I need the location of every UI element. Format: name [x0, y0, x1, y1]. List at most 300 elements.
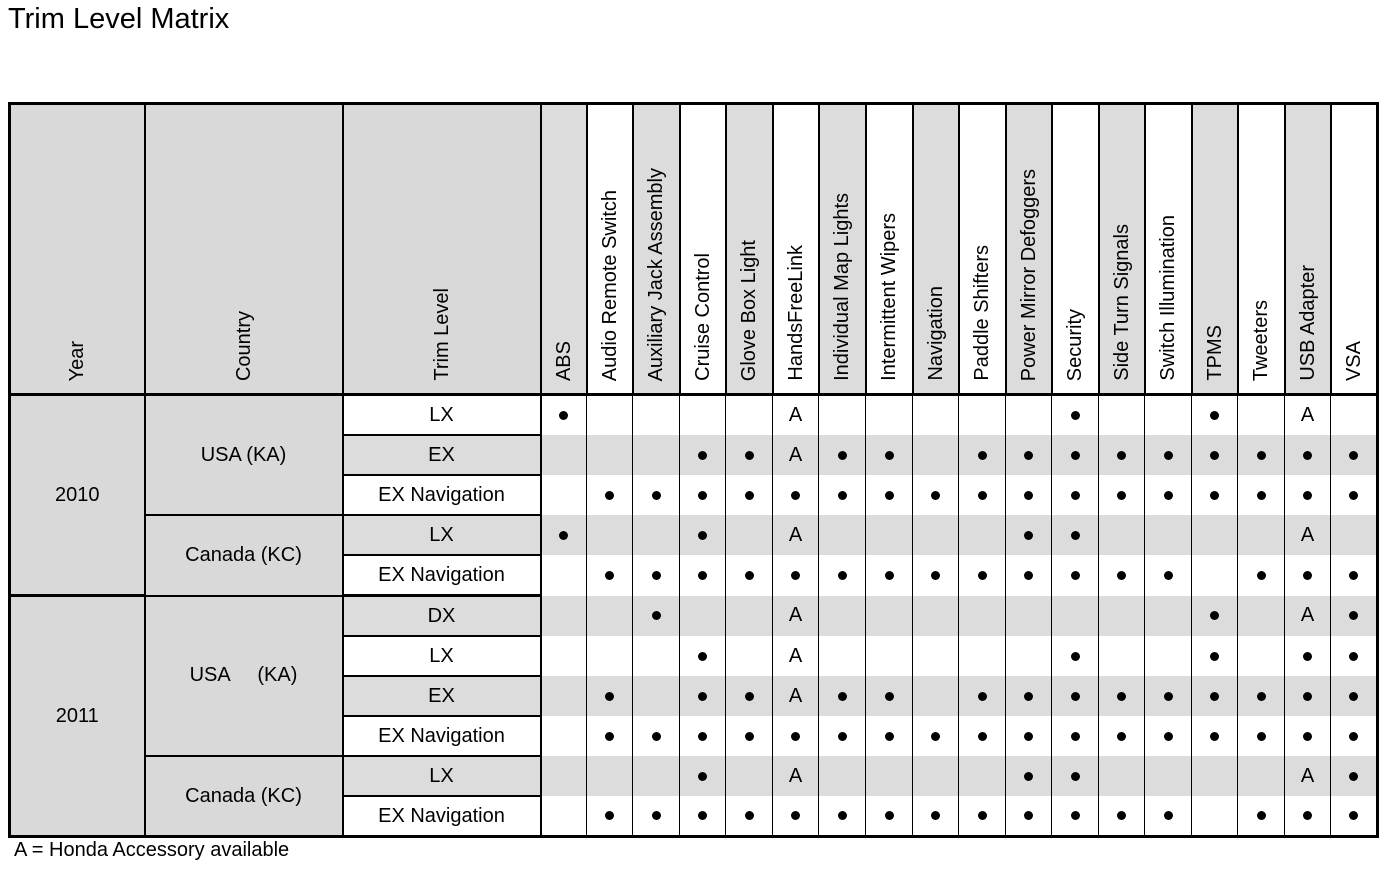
country-cell: Canada (KC) — [145, 756, 343, 837]
empty-cell — [959, 756, 1006, 796]
bullet-icon — [1071, 571, 1080, 580]
bullet-icon — [838, 692, 847, 701]
empty-cell — [680, 596, 726, 637]
trim-level-cell: EX Navigation — [343, 796, 541, 837]
standard-feature-cell — [1006, 716, 1052, 756]
bullet-icon — [1164, 451, 1173, 460]
standard-feature-cell — [680, 756, 726, 796]
trim-level-cell: EX — [343, 435, 541, 475]
standard-feature-cell — [1052, 395, 1099, 436]
standard-feature-cell — [541, 515, 587, 555]
empty-cell — [1099, 636, 1145, 676]
standard-feature-cell — [1006, 475, 1052, 515]
empty-cell — [1145, 596, 1192, 637]
standard-feature-cell — [913, 796, 959, 837]
standard-feature-cell — [1145, 676, 1192, 716]
standard-feature-cell — [1052, 475, 1099, 515]
empty-cell — [819, 395, 866, 436]
trim-level-cell: LX — [343, 515, 541, 555]
bullet-icon — [1349, 652, 1358, 661]
standard-feature-cell — [1099, 475, 1145, 515]
standard-feature-cell — [913, 475, 959, 515]
standard-feature-cell — [680, 636, 726, 676]
table-row — [10, 596, 1378, 637]
empty-cell — [959, 395, 1006, 436]
trim-level-cell: EX Navigation — [343, 716, 541, 756]
standard-feature-cell — [1238, 676, 1285, 716]
bullet-icon — [1071, 531, 1080, 540]
standard-feature-cell — [913, 716, 959, 756]
bullet-icon — [1210, 451, 1219, 460]
standard-feature-cell — [959, 435, 1006, 475]
feature-header: Side Turn Signals — [1099, 104, 1145, 395]
bullet-icon — [745, 811, 754, 820]
bullet-icon — [1303, 571, 1312, 580]
bullet-icon — [605, 811, 614, 820]
standard-feature-cell — [1006, 676, 1052, 716]
standard-feature-cell — [1331, 475, 1378, 515]
empty-cell — [819, 636, 866, 676]
bullet-icon — [791, 811, 800, 820]
standard-feature-cell — [1192, 636, 1238, 676]
bullet-icon — [698, 811, 707, 820]
bullet-icon — [1257, 692, 1266, 701]
standard-feature-cell — [1331, 716, 1378, 756]
standard-feature-cell — [866, 435, 913, 475]
standard-feature-cell — [1052, 716, 1099, 756]
standard-feature-cell — [1006, 435, 1052, 475]
empty-cell — [633, 515, 680, 555]
accessory-cell — [1285, 756, 1331, 796]
empty-cell — [726, 395, 773, 436]
standard-feature-cell — [1006, 555, 1052, 596]
empty-cell — [541, 475, 587, 515]
accessory-cell — [773, 596, 819, 637]
trim-level-cell: LX — [343, 636, 541, 676]
empty-cell — [913, 756, 959, 796]
bullet-icon — [791, 732, 800, 741]
accessory-mark: A — [788, 684, 803, 707]
standard-feature-cell — [1285, 555, 1331, 596]
standard-feature-cell — [1052, 796, 1099, 837]
standard-feature-cell — [1331, 796, 1378, 837]
bullet-icon — [838, 732, 847, 741]
empty-cell — [541, 596, 587, 637]
empty-cell — [587, 756, 633, 796]
standard-feature-cell — [819, 475, 866, 515]
empty-cell — [1145, 515, 1192, 555]
standard-feature-cell — [959, 676, 1006, 716]
accessory-mark: A — [1300, 523, 1315, 546]
bullet-icon — [1257, 451, 1266, 460]
empty-cell — [541, 756, 587, 796]
bullet-icon — [698, 772, 707, 781]
standard-feature-cell — [587, 716, 633, 756]
standard-feature-cell — [959, 475, 1006, 515]
feature-header: Tweeters — [1238, 104, 1285, 395]
empty-cell — [1238, 515, 1285, 555]
standard-feature-cell — [1099, 676, 1145, 716]
standard-feature-cell — [1285, 636, 1331, 676]
standard-feature-cell — [680, 796, 726, 837]
bullet-icon — [885, 491, 894, 500]
accessory-cell — [1285, 596, 1331, 637]
accessory-cell — [773, 676, 819, 716]
bullet-icon — [1349, 571, 1358, 580]
standard-feature-cell — [773, 555, 819, 596]
empty-cell — [819, 756, 866, 796]
bullet-icon — [1024, 811, 1033, 820]
bullet-icon — [1024, 692, 1033, 701]
bullet-icon — [698, 451, 707, 460]
bullet-icon — [698, 571, 707, 580]
accessory-mark: A — [1300, 404, 1315, 426]
feature-header: Security — [1052, 104, 1099, 395]
standard-feature-cell — [587, 555, 633, 596]
bullet-icon — [931, 732, 940, 741]
empty-cell — [819, 596, 866, 637]
empty-cell — [1145, 636, 1192, 676]
bullet-icon — [1210, 411, 1219, 420]
bullet-icon — [978, 692, 987, 701]
bullet-icon — [931, 811, 940, 820]
empty-cell — [913, 435, 959, 475]
standard-feature-cell — [959, 796, 1006, 837]
standard-feature-cell — [726, 676, 773, 716]
empty-cell — [959, 515, 1006, 555]
feature-header: TPMS — [1192, 104, 1238, 395]
standard-feature-cell — [819, 796, 866, 837]
empty-cell — [587, 596, 633, 637]
empty-cell — [726, 636, 773, 676]
bullet-icon — [1303, 811, 1312, 820]
accessory-mark: A — [1300, 764, 1315, 787]
bullet-icon — [605, 491, 614, 500]
bullet-icon — [1071, 652, 1080, 661]
bullet-icon — [1071, 411, 1080, 420]
accessory-mark: A — [788, 404, 803, 426]
standard-feature-cell — [866, 555, 913, 596]
standard-feature-cell — [1331, 676, 1378, 716]
feature-header: Auxiliary Jack Assembly — [633, 104, 680, 395]
bullet-icon — [931, 571, 940, 580]
standard-feature-cell — [1192, 395, 1238, 436]
bullet-icon — [1303, 652, 1312, 661]
standard-feature-cell — [680, 475, 726, 515]
bullet-icon — [745, 571, 754, 580]
feature-header: Individual Map Lights — [819, 104, 866, 395]
standard-feature-cell — [1285, 435, 1331, 475]
standard-feature-cell — [1052, 676, 1099, 716]
year-cell: 2011 — [10, 596, 145, 837]
empty-cell — [1006, 596, 1052, 637]
bullet-icon — [1071, 692, 1080, 701]
standard-feature-cell — [1052, 435, 1099, 475]
accessory-cell — [1285, 515, 1331, 555]
accessory-mark: A — [788, 604, 803, 627]
standard-feature-cell — [1331, 596, 1378, 637]
empty-cell — [913, 636, 959, 676]
feature-header: Audio Remote Switch — [587, 104, 633, 395]
bullet-icon — [745, 692, 754, 701]
empty-cell — [1099, 515, 1145, 555]
standard-feature-cell — [587, 475, 633, 515]
empty-cell — [726, 515, 773, 555]
matrix-body — [10, 395, 1378, 837]
accessory-mark: A — [788, 443, 803, 466]
bullet-icon — [698, 531, 707, 540]
standard-feature-cell — [1052, 515, 1099, 555]
standard-feature-cell — [680, 515, 726, 555]
bullet-icon — [652, 571, 661, 580]
feature-header: ABS — [541, 104, 587, 395]
accessory-cell — [773, 435, 819, 475]
bullet-icon — [791, 571, 800, 580]
empty-cell — [633, 676, 680, 716]
standard-feature-cell — [633, 716, 680, 756]
bullet-icon — [1349, 772, 1358, 781]
bullet-icon — [838, 571, 847, 580]
bullet-icon — [652, 811, 661, 820]
empty-cell — [913, 515, 959, 555]
standard-feature-cell — [866, 676, 913, 716]
accessory-mark: A — [788, 764, 803, 787]
bullet-icon — [1071, 732, 1080, 741]
bullet-icon — [885, 811, 894, 820]
bullet-icon — [1117, 732, 1126, 741]
empty-cell — [726, 596, 773, 637]
standard-feature-cell — [819, 676, 866, 716]
standard-feature-cell — [1238, 716, 1285, 756]
footnote: A = Honda Accessory available — [14, 839, 290, 861]
standard-feature-cell — [819, 555, 866, 596]
standard-feature-cell — [1145, 796, 1192, 837]
bullet-icon — [1210, 732, 1219, 741]
standard-feature-cell — [1099, 435, 1145, 475]
empty-cell — [866, 596, 913, 637]
standard-feature-cell — [1192, 475, 1238, 515]
standard-feature-cell — [1192, 596, 1238, 637]
feature-header: USB Adapter — [1285, 104, 1331, 395]
standard-feature-cell — [959, 716, 1006, 756]
empty-cell — [1006, 395, 1052, 436]
country-cell: Canada (KC) — [145, 515, 343, 596]
bullet-icon — [652, 611, 661, 620]
empty-cell — [680, 395, 726, 436]
standard-feature-cell — [913, 555, 959, 596]
bullet-icon — [1024, 491, 1033, 500]
empty-cell — [1099, 596, 1145, 637]
bullet-icon — [1024, 571, 1033, 580]
bullet-icon — [1303, 491, 1312, 500]
bullet-icon — [1349, 692, 1358, 701]
empty-cell — [1331, 515, 1378, 555]
accessory-cell — [773, 756, 819, 796]
bullet-icon — [1210, 652, 1219, 661]
bullet-icon — [745, 732, 754, 741]
standard-feature-cell — [819, 716, 866, 756]
year-header: Year — [10, 104, 145, 395]
bullet-icon — [1024, 451, 1033, 460]
empty-cell — [587, 636, 633, 676]
bullet-icon — [1024, 531, 1033, 540]
standard-feature-cell — [541, 395, 587, 436]
standard-feature-cell — [819, 435, 866, 475]
standard-feature-cell — [773, 716, 819, 756]
empty-cell — [1006, 636, 1052, 676]
bullet-icon — [885, 571, 894, 580]
standard-feature-cell — [680, 716, 726, 756]
bullet-icon — [1071, 451, 1080, 460]
standard-feature-cell — [1238, 435, 1285, 475]
bullet-icon — [1117, 491, 1126, 500]
bullet-icon — [1164, 811, 1173, 820]
accessory-mark: A — [788, 644, 803, 667]
standard-feature-cell — [726, 475, 773, 515]
bullet-icon — [1349, 611, 1358, 620]
standard-feature-cell — [1192, 435, 1238, 475]
feature-header: Intermittent Wipers — [866, 104, 913, 395]
standard-feature-cell — [1238, 796, 1285, 837]
bullet-icon — [1257, 491, 1266, 500]
bullet-icon — [1117, 692, 1126, 701]
bullet-icon — [1257, 571, 1266, 580]
bullet-icon — [978, 451, 987, 460]
empty-cell — [1192, 515, 1238, 555]
trim-level-matrix-table — [8, 102, 1379, 838]
bullet-icon — [1164, 491, 1173, 500]
bullet-icon — [1257, 811, 1266, 820]
empty-cell — [959, 596, 1006, 637]
feature-header: HandsFreeLink — [773, 104, 819, 395]
table-row — [10, 756, 1378, 796]
empty-cell — [1192, 555, 1238, 596]
empty-cell — [633, 435, 680, 475]
empty-cell — [913, 676, 959, 716]
bullet-icon — [885, 692, 894, 701]
standard-feature-cell — [1052, 756, 1099, 796]
standard-feature-cell — [1099, 555, 1145, 596]
bullet-icon — [1071, 772, 1080, 781]
standard-feature-cell — [633, 555, 680, 596]
standard-feature-cell — [1145, 555, 1192, 596]
standard-feature-cell — [866, 796, 913, 837]
bullet-icon — [745, 491, 754, 500]
empty-cell — [1099, 395, 1145, 436]
standard-feature-cell — [726, 555, 773, 596]
bullet-icon — [1164, 732, 1173, 741]
empty-cell — [633, 395, 680, 436]
standard-feature-cell — [1285, 676, 1331, 716]
empty-cell — [866, 515, 913, 555]
page-title: Trim Level Matrix — [8, 3, 230, 35]
empty-cell — [866, 756, 913, 796]
feature-header: Cruise Control — [680, 104, 726, 395]
bullet-icon — [1303, 732, 1312, 741]
country-cell: USA (KA) — [145, 596, 343, 757]
empty-cell — [1331, 395, 1378, 436]
standard-feature-cell — [1238, 555, 1285, 596]
accessory-mark: A — [788, 523, 803, 546]
bullet-icon — [652, 732, 661, 741]
standard-feature-cell — [680, 435, 726, 475]
standard-feature-cell — [1099, 796, 1145, 837]
empty-cell — [959, 636, 1006, 676]
bullet-icon — [838, 811, 847, 820]
bullet-icon — [838, 491, 847, 500]
empty-cell — [541, 676, 587, 716]
bullet-icon — [1117, 571, 1126, 580]
bullet-icon — [885, 732, 894, 741]
bullet-icon — [1071, 811, 1080, 820]
feature-header: Glove Box Light — [726, 104, 773, 395]
bullet-icon — [931, 491, 940, 500]
trim-level-cell: LX — [343, 395, 541, 436]
standard-feature-cell — [959, 555, 1006, 596]
standard-feature-cell — [1192, 716, 1238, 756]
standard-feature-cell — [587, 676, 633, 716]
feature-header: Switch Illumination — [1145, 104, 1192, 395]
feature-header: Power Mirror Defoggers — [1006, 104, 1052, 395]
bullet-icon — [652, 491, 661, 500]
bullet-icon — [1117, 451, 1126, 460]
accessory-cell — [773, 636, 819, 676]
standard-feature-cell — [1285, 716, 1331, 756]
empty-cell — [866, 395, 913, 436]
standard-feature-cell — [680, 676, 726, 716]
empty-cell — [633, 636, 680, 676]
standard-feature-cell — [680, 555, 726, 596]
bullet-icon — [559, 531, 568, 540]
standard-feature-cell — [866, 475, 913, 515]
standard-feature-cell — [726, 796, 773, 837]
empty-cell — [1238, 636, 1285, 676]
empty-cell — [1192, 756, 1238, 796]
bullet-icon — [1164, 692, 1173, 701]
empty-cell — [1192, 796, 1238, 837]
standard-feature-cell — [726, 716, 773, 756]
standard-feature-cell — [1145, 475, 1192, 515]
trim-level-cell: LX — [343, 756, 541, 796]
empty-cell — [1238, 756, 1285, 796]
bullet-icon — [745, 451, 754, 460]
standard-feature-cell — [1331, 555, 1378, 596]
empty-cell — [1238, 395, 1285, 436]
bullet-icon — [1024, 772, 1033, 781]
empty-cell — [913, 395, 959, 436]
bullet-icon — [1210, 611, 1219, 620]
accessory-cell — [1285, 395, 1331, 436]
empty-cell — [541, 636, 587, 676]
standard-feature-cell — [1238, 475, 1285, 515]
bullet-icon — [1349, 811, 1358, 820]
table-row — [10, 395, 1378, 436]
standard-feature-cell — [866, 716, 913, 756]
bullet-icon — [1117, 811, 1126, 820]
table-row — [10, 515, 1378, 555]
standard-feature-cell — [1331, 435, 1378, 475]
empty-cell — [541, 796, 587, 837]
standard-feature-cell — [1006, 796, 1052, 837]
trim-level-header: Trim Level — [343, 104, 541, 395]
empty-cell — [541, 555, 587, 596]
empty-cell — [1238, 596, 1285, 637]
standard-feature-cell — [633, 796, 680, 837]
empty-cell — [541, 716, 587, 756]
trim-level-cell: EX — [343, 676, 541, 716]
bullet-icon — [559, 411, 568, 420]
standard-feature-cell — [726, 435, 773, 475]
